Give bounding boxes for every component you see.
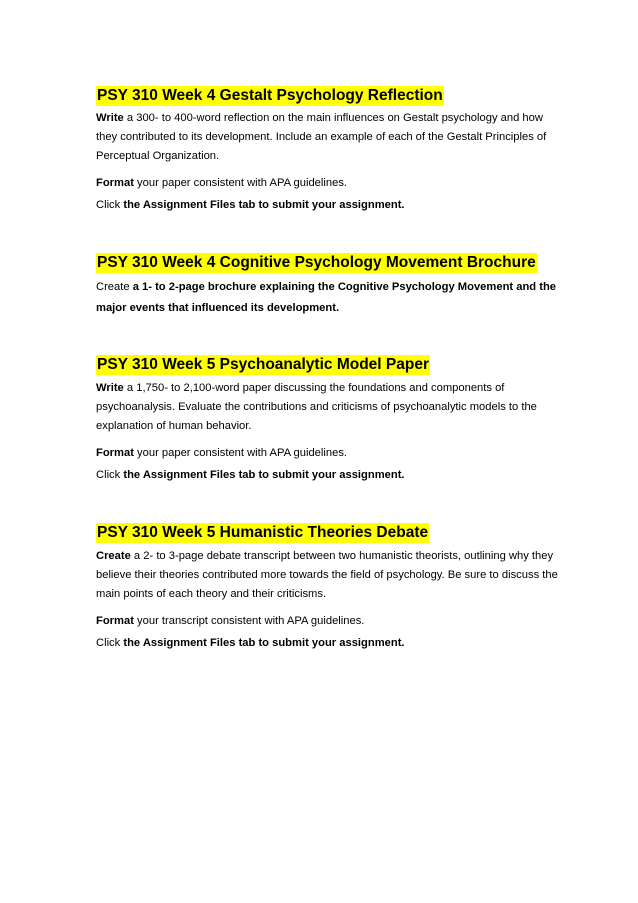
format-text: your paper consistent with APA guidelines. <box>133 447 348 459</box>
click-text: Click <box>96 199 124 211</box>
assignment-heading: PSY 310 Week 4 Cognitive Psychology Movement Brochure <box>97 254 536 271</box>
section-gestalt-reflection <box>96 86 566 215</box>
click-text: Click <box>96 637 124 649</box>
assignment-description <box>96 277 566 319</box>
format-instruction <box>96 612 566 631</box>
section-humanistic-debate <box>96 523 566 653</box>
description-text: a 2- to 3-page debate transcript between two humanistic theorists, outlining why they believe their theories contributed more towards the field of psychology. Be sure to discuss the main points of each theory and their criticisms. <box>96 550 558 600</box>
description-bold-text: a 1- to 2-page brochure explaining the Cognitive Psychology Movement and the major events that influenced its development. <box>96 281 557 314</box>
bold-lead: Create <box>96 550 131 562</box>
section-psychoanalytic-paper <box>96 355 566 485</box>
submit-bold-text: the Assignment Files tab to submit your assignment. <box>123 469 405 481</box>
assignment-description <box>96 547 566 604</box>
submit-bold-text: the Assignment Files tab to submit your assignment. <box>123 637 405 649</box>
bold-lead: Format <box>96 615 134 627</box>
submit-bold-text: the Assignment Files tab to submit your assignment. <box>123 199 405 211</box>
assignment-heading: PSY 310 Week 5 Humanistic Theories Debate <box>97 524 429 541</box>
bold-lead: Format <box>96 177 134 189</box>
submit-instruction <box>96 634 566 653</box>
bold-lead: Write <box>96 382 124 394</box>
format-text: your paper consistent with APA guidelines. <box>133 177 348 189</box>
submit-instruction <box>96 466 566 485</box>
description-text: a 1,750- to 2,100-word paper discussing the foundations and components of psychoanalysis. Evaluate the contributions and criticisms of psychoanalytic models to the explanation of human behavior. <box>96 382 537 432</box>
assignment-heading: PSY 310 Week 5 Psychoanalytic Model Paper <box>97 356 429 373</box>
format-instruction <box>96 174 566 193</box>
assignment-description <box>96 109 566 166</box>
submit-instruction <box>96 196 566 215</box>
format-instruction <box>96 444 566 463</box>
create-text: Create <box>96 281 133 293</box>
assignment-description <box>96 379 566 436</box>
assignment-heading: PSY 310 Week 4 Gestalt Psychology Reflection <box>97 87 443 104</box>
bold-lead: Write <box>96 112 124 124</box>
description-text: a 300- to 400-word reflection on the main influences on Gestalt psychology and how they contributed to its development. Include an example of each of the Gestalt Principles of Perceptual Organization. <box>96 112 547 162</box>
section-cognitive-brochure <box>96 253 566 319</box>
format-text: your transcript consistent with APA guidelines. <box>133 615 365 627</box>
bold-lead: Format <box>96 447 134 459</box>
click-text: Click <box>96 469 124 481</box>
